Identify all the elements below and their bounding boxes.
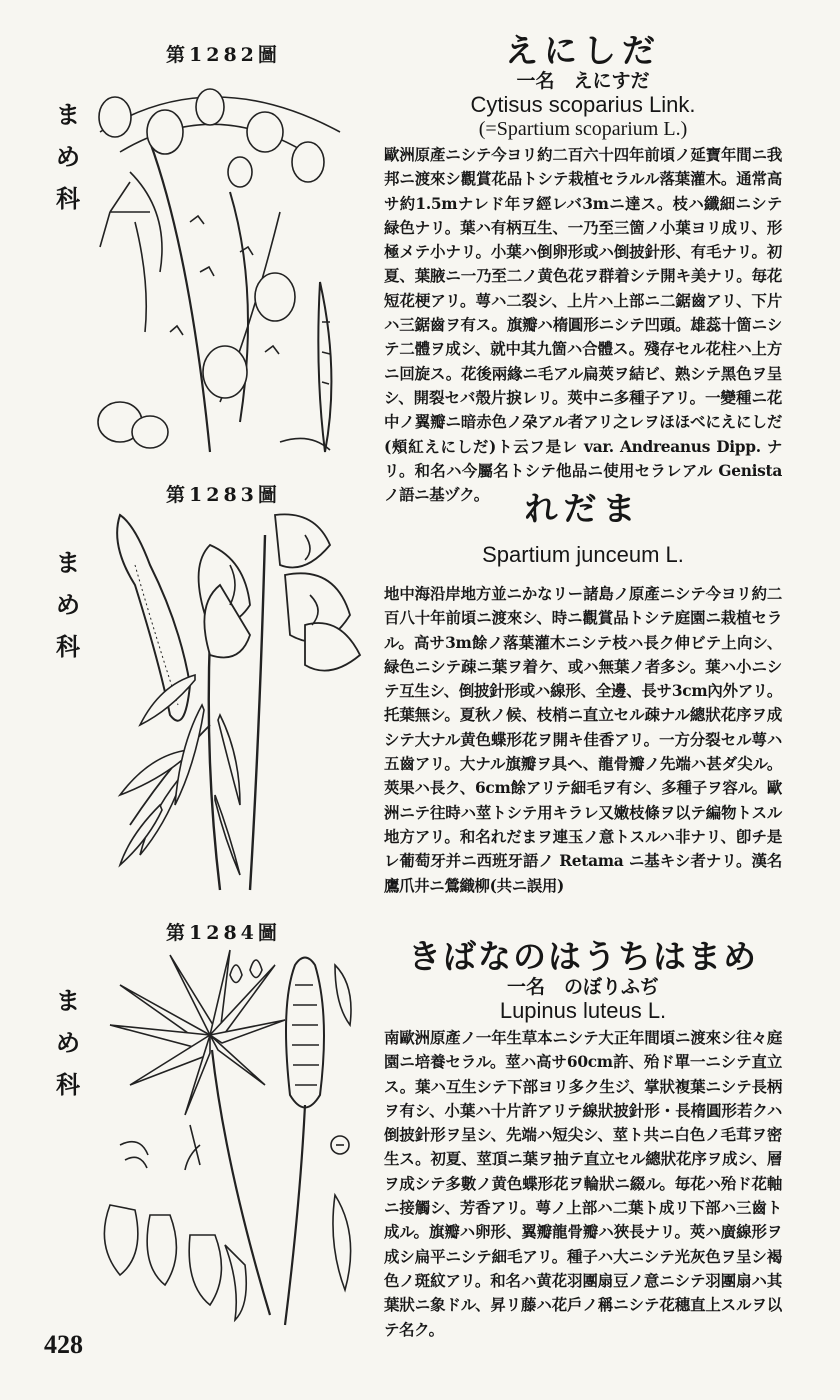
family-char: 科 — [56, 1070, 80, 1099]
entry-title: きばなのはうちはまめ — [408, 937, 758, 976]
family-char: 科 — [56, 184, 80, 213]
entry-alias: 一名 えにすだ — [516, 70, 650, 92]
family-char: め — [56, 1028, 80, 1057]
cytisus-illustration — [90, 72, 370, 464]
entry-description: 南歐洲原產ノ一年生草本ニシテ大正年間頃ニ渡來シ往々庭園ニ培養セラル。莖ハ高サ60cm許、殆ド單一ニシテ直立ス。葉ハ互生シテ下部ヨリ多ク生ジ、掌狀複葉ニシテ長柄ヲ有シ、小葉ハ十片許アリテ線狀披針形・長楕圓形若クハ倒披針形ヲ呈シ、先端ハ短尖シ、莖ト共ニ白色ノ毛茸ヲ密生ス。初夏、莖頂ニ葉ヲ抽テ直立セル總狀花序ヲ成シ、層ヲ成シテ多數ノ黄色蝶形花ヲ輪狀ニ綴ル。毎花ハ殆ド花軸ニ接觸シ、芳香アリ。萼ノ上部ハ二葉ト成リ下部ハ三齒ト成ル。旗瓣ハ卵形、翼瓣龍骨瓣ハ狹長ナリ。莢ハ廣線形ヲ成シ扁平ニシテ細毛アリ。種子ハ大ニシテ光灰色ヲ呈シ褐色ノ斑紋アリ。和名ハ黄花羽團扇豆ノ意ニシテ羽團扇ハ其葉狀ニ象ドル、昇リ藤ハ花戶ノ稱ニシテ花穗直上スルヲ以テ名ク。 — [384, 1029, 783, 1339]
family-label — [50, 542, 86, 668]
family-label — [50, 980, 86, 1106]
scientific-name: Spartium junceum L. — [482, 542, 684, 567]
family-char: ま — [56, 548, 80, 577]
entry — [384, 938, 782, 1342]
entry — [384, 32, 782, 507]
entry-title: れだま — [524, 489, 642, 528]
entry-title: えにしだ — [505, 31, 661, 70]
family-char: ま — [56, 986, 80, 1015]
synonym-name: (=Spartium scoparium L.) — [478, 118, 688, 140]
figure-label: 第1283圖 — [166, 484, 281, 506]
scientific-name: Cytisus scoparius Link. — [470, 92, 696, 117]
family-char: め — [56, 142, 80, 171]
page-number: 428 — [44, 1330, 83, 1359]
figure-label: 第1282圖 — [166, 44, 281, 66]
lupinus-illustration — [90, 945, 370, 1330]
family-label — [50, 94, 86, 220]
entry-alias: 一名 のぼりふぢ — [506, 976, 659, 998]
family-char: ま — [56, 100, 80, 129]
entry — [384, 490, 782, 898]
family-char: 科 — [56, 632, 80, 661]
entry-description: 地中海沿岸地方並ニかなリー諸島ノ原產ニシテ今ヨリ約二百八十年前頃ニ渡來シ、時ニ觀賞品トシテ庭園ニ栽植セラル。高サ3m餘ノ落葉灌木ニシテ枝ハ長ク伸ビテ上向シ、緑色ニシテ疎ニ葉ヲ着ケ、或ハ無葉ノ者多シ。葉ハ小ニシテ互生シ、倒披針形或ハ線形、全邊、長サ3cm內外アリ。托葉無シ。夏秋ノ候、枝梢ニ直立セル疎ナル總狀花序ヲ成シテ大ナル黄色蝶形花ヲ開キ佳香アリ。一方分裂セル萼ハ五齒アリ。大ナル旗瓣ヲ具ヘ、龍骨瓣ノ先端ハ甚ダ尖ル。莢果ハ長ク、6cm餘アリテ細毛ヲ有シ、多種子ヲ容ル。歐洲ニテ往時ハ莖トシテ用キラレ又嫩枝條ヲ以テ編物トスル地方アリ。和名れだまヲ連玉ノ意トスルハ非ナリ、卽チ是レ葡萄牙并ニ西班牙語ノ Retama ニ基キシ者ナリ。漢名 鷹爪井ニ鶯織柳(共ニ誤用) — [384, 585, 782, 895]
scientific-name: Lupinus luteus L. — [499, 998, 667, 1023]
entry-description: 歐洲原產ニシテ今ヨリ約二百六十四年前頃ノ延寶年間ニ我邦ニ渡來シ觀賞花品トシテ栽植セラルル落葉灌木。通常高サ約1.5mナレド年ヲ經レバ3mニ達ス。枝ハ纖細ニシテ緑色ナリ。葉ハ有柄互生、一乃至三箇ノ小葉ヨリ成リ、形極メテ小ナリ。小葉ハ倒卵形或ハ倒披針形、有毛ナリ。初夏、葉腋ニ一乃至二ノ黄色花ヲ群着シテ開キ美ナリ。毎花短花梗アリ。萼ハ二裂シ、上片ハ上部ニ二鋸齒アリ、下片ハ三鋸齒ヲ有ス。旗瓣ハ楕圓形ニシテ凹頭。雄蕊十箇ニシテ二體ヲ成シ、就中其九箇ハ合體ス。殘存セル花柱ハ上方ニ回旋ス。花後兩緣ニ毛アル扁莢ヲ結ビ、熟シテ黑色ヲ呈シ、開裂セバ殼片捩レリ。莢中ニ多種子アリ。一變種ニ花中ノ翼瓣ニ暗赤色ノ朶アル者アリ之レヲほほべにえにしだ(頰紅えにしだ)ト云フ是レ var. Andreanus Dipp. ナリ。和名ハ今屬名トシテ他品ニ使用セラレアル Genista ノ語ニ基ヅク。 — [384, 146, 782, 505]
family-char: め — [56, 590, 80, 619]
spartium-illustration — [90, 505, 370, 897]
figure-label: 第1284圖 — [166, 922, 281, 944]
